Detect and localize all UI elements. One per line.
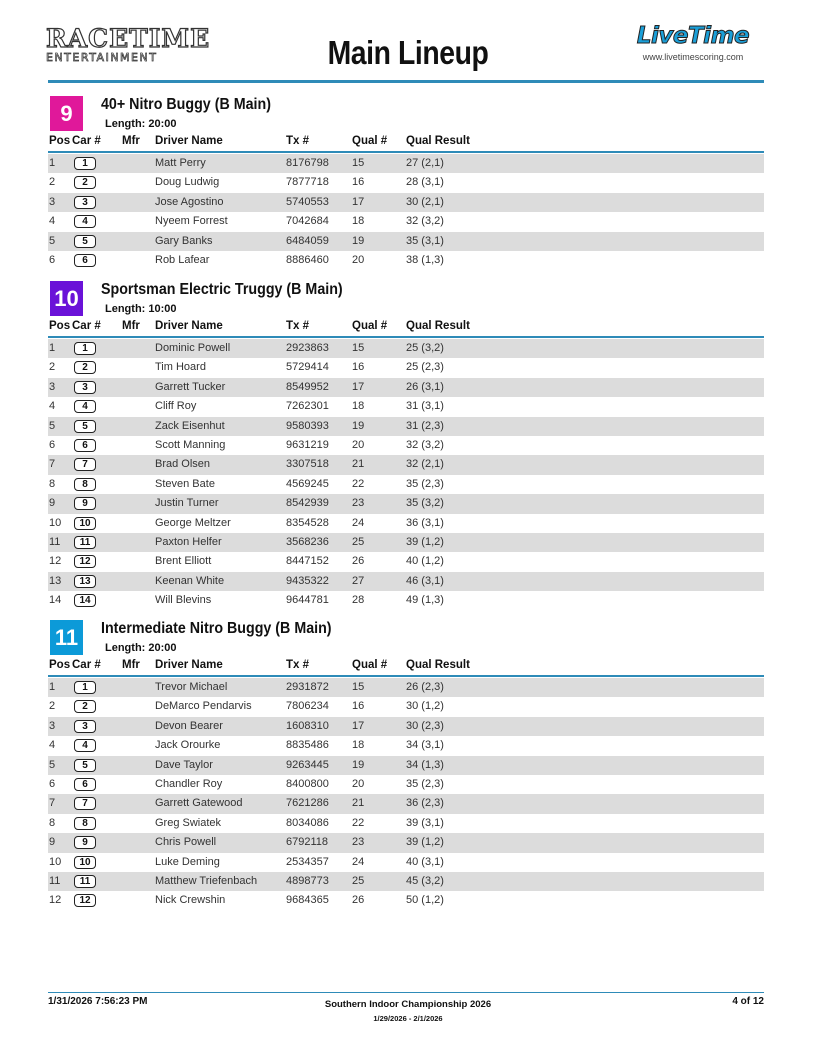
qual-position-cell: 28: [352, 594, 365, 607]
transponder-cell: 8354528: [286, 516, 329, 529]
car-number-badge: 12: [74, 555, 96, 568]
race-length-label: Length:: [105, 303, 146, 315]
race-length-value: 20:00: [148, 642, 177, 654]
column-header: [48, 135, 764, 153]
driver-name-cell: George Meltzer: [155, 516, 231, 529]
pos-cell: 2: [49, 361, 56, 374]
col-qual: Qual #: [352, 135, 388, 147]
pos-cell: 10: [49, 516, 62, 529]
transponder-cell: 9631219: [286, 438, 329, 451]
logo-left-wordmark: RACETIME: [46, 24, 211, 53]
car-number-badge: 3: [74, 196, 96, 209]
car-number-badge: 12: [74, 894, 96, 907]
qual-position-cell: 24: [352, 516, 365, 529]
driver-name-cell: Brad Olsen: [155, 458, 211, 471]
qual-position-cell: 22: [352, 816, 365, 829]
transponder-cell: 9644781: [286, 594, 329, 607]
race-length-value: 10:00: [148, 303, 177, 315]
qual-result-cell: 40 (3,1): [406, 855, 444, 868]
qual-position-cell: 15: [352, 157, 365, 169]
driver-name-cell: Nyeem Forrest: [155, 215, 228, 228]
qual-position-cell: 23: [352, 497, 365, 510]
driver-name-cell: Rob Lafear: [155, 253, 210, 266]
pos-cell: 1: [49, 157, 56, 169]
transponder-cell: 8835486: [286, 739, 329, 752]
transponder-cell: 9580393: [286, 419, 329, 432]
qual-result-cell: 32 (3,2): [406, 438, 444, 451]
qual-position-cell: 21: [352, 797, 365, 810]
col-qual: Qual #: [352, 659, 388, 671]
transponder-cell: 8034086: [286, 816, 329, 829]
qual-position-cell: 19: [352, 758, 365, 771]
table-row: [48, 756, 764, 775]
transponder-cell: 8400800: [286, 777, 329, 790]
table-row: [48, 736, 764, 755]
car-number-badge: 11: [74, 875, 96, 888]
qual-result-cell: 32 (3,2): [406, 215, 444, 228]
qual-result-cell: 40 (1,2): [406, 555, 444, 568]
table-row: [48, 173, 764, 192]
qual-result-cell: 31 (2,3): [406, 419, 444, 432]
qual-position-cell: 20: [352, 253, 365, 266]
pos-cell: 13: [49, 574, 62, 587]
transponder-cell: 7877718: [286, 176, 329, 189]
qual-position-cell: 17: [352, 719, 365, 732]
car-number-badge: 7: [74, 797, 96, 810]
col-pos: Pos: [49, 320, 71, 332]
pos-cell: 6: [49, 253, 56, 266]
driver-name-cell: Gary Banks: [155, 234, 213, 247]
driver-name-cell: Matthew Triefenbach: [155, 874, 258, 887]
table-row: [48, 339, 764, 358]
driver-name-cell: Tim Hoard: [155, 361, 206, 374]
table-row: [48, 417, 764, 436]
logo-left-subtitle: ENTERTAINMENT: [46, 51, 158, 64]
livetime-logo[interactable]: [622, 22, 764, 62]
pos-cell: 7: [49, 458, 56, 471]
driver-name-cell: Matt Perry: [155, 157, 206, 169]
table-row: [48, 193, 764, 212]
driver-name-cell: Garrett Gatewood: [155, 797, 243, 810]
driver-name-cell: Chris Powell: [155, 836, 217, 849]
driver-name-cell: Chandler Roy: [155, 777, 223, 790]
col-mfr: Mfr: [122, 135, 140, 147]
pos-cell: 8: [49, 477, 56, 490]
table-row: [48, 232, 764, 251]
pos-cell: 3: [49, 195, 56, 208]
livetime-url[interactable]: www.livetimescoring.com: [642, 52, 744, 62]
qual-result-cell: 35 (2,3): [406, 477, 444, 490]
transponder-cell: 9684365: [286, 894, 329, 907]
car-number-badge: 1: [74, 157, 96, 170]
car-number-badge: 6: [74, 778, 96, 791]
pos-cell: 6: [49, 777, 56, 790]
car-number-badge: 14: [74, 594, 96, 607]
event-info: [0, 999, 816, 1023]
qual-result-cell: 26 (2,3): [406, 681, 444, 693]
col-tx: Tx #: [286, 135, 310, 147]
qual-result-cell: 38 (1,3): [406, 253, 444, 266]
table-row: [48, 397, 764, 416]
car-number-badge: 4: [74, 739, 96, 752]
table-row: [48, 455, 764, 474]
qual-result-cell: 45 (3,2): [406, 874, 444, 887]
pos-cell: 5: [49, 419, 56, 432]
car-number-badge: 11: [74, 536, 96, 549]
pos-cell: 5: [49, 758, 56, 771]
qual-result-cell: 34 (1,3): [406, 758, 444, 771]
qual-result-cell: 27 (2,1): [406, 157, 444, 169]
qual-position-cell: 16: [352, 176, 365, 189]
qual-result-cell: 35 (3,2): [406, 497, 444, 510]
car-number-badge: 10: [74, 517, 96, 530]
qual-position-cell: 26: [352, 894, 365, 907]
table-row: [48, 475, 764, 494]
driver-name-cell: Will Blevins: [155, 594, 212, 607]
transponder-cell: 8542939: [286, 497, 329, 510]
pos-cell: 1: [49, 681, 56, 693]
transponder-cell: 3568236: [286, 535, 329, 548]
race-title: 40+ Nitro Buggy (B Main): [101, 96, 271, 113]
qual-position-cell: 18: [352, 739, 365, 752]
qual-position-cell: 15: [352, 681, 365, 693]
car-number-badge: 3: [74, 381, 96, 394]
qual-position-cell: 17: [352, 195, 365, 208]
car-number-badge: 4: [74, 400, 96, 413]
event-name: Southern Indoor Championship 2026: [324, 999, 492, 1010]
col-driver: Driver Name: [155, 659, 223, 671]
driver-name-cell: Zack Eisenhut: [155, 419, 225, 432]
qual-result-cell: 30 (2,1): [406, 195, 444, 208]
pos-cell: 4: [49, 400, 56, 413]
table-row: [48, 572, 764, 591]
car-number-badge: 13: [74, 575, 96, 588]
qual-result-cell: 25 (2,3): [406, 361, 444, 374]
car-number-badge: 4: [74, 215, 96, 228]
transponder-cell: 7262301: [286, 400, 329, 413]
car-number-badge: 9: [74, 836, 96, 849]
qual-result-cell: 35 (2,3): [406, 777, 444, 790]
col-pos: Pos: [49, 135, 71, 147]
col-result: Qual Result: [406, 659, 470, 671]
table-row: [48, 775, 764, 794]
transponder-cell: 8886460: [286, 253, 329, 266]
driver-name-cell: Jack Orourke: [155, 739, 221, 752]
pos-cell: 7: [49, 797, 56, 810]
driver-name-cell: Dominic Powell: [155, 342, 231, 354]
qual-result-cell: 49 (1,3): [406, 594, 444, 607]
table-row: [48, 358, 764, 377]
col-result: Qual Result: [406, 135, 470, 147]
col-tx: Tx #: [286, 659, 310, 671]
header-divider: [48, 80, 764, 83]
column-header: [48, 659, 764, 677]
col-car: Car #: [72, 320, 101, 332]
table-row: [48, 514, 764, 533]
transponder-cell: 6484059: [286, 234, 329, 247]
car-number-badge: 2: [74, 700, 96, 713]
driver-name-cell: Cliff Roy: [155, 400, 197, 413]
table-row: [48, 154, 764, 173]
qual-result-cell: 50 (1,2): [406, 894, 444, 907]
lineup-rows: [48, 154, 764, 270]
driver-name-cell: Doug Ludwig: [155, 176, 220, 189]
car-number-badge: 6: [74, 439, 96, 452]
col-pos: Pos: [49, 659, 71, 671]
qual-position-cell: 15: [352, 342, 365, 354]
transponder-cell: 8447152: [286, 555, 329, 568]
car-number-badge: 5: [74, 759, 96, 772]
car-number-badge: 9: [74, 497, 96, 510]
transponder-cell: 9435322: [286, 574, 329, 587]
qual-position-cell: 20: [352, 777, 365, 790]
pos-cell: 4: [49, 739, 56, 752]
driver-name-cell: Dave Taylor: [155, 758, 213, 771]
transponder-cell: 2931872: [286, 681, 329, 693]
table-row: [48, 533, 764, 552]
page-title: Main Lineup: [327, 34, 489, 71]
pos-cell: 10: [49, 855, 62, 868]
race-length-label: Length:: [105, 642, 146, 654]
table-row: [48, 436, 764, 455]
transponder-cell: 3307518: [286, 458, 329, 471]
qual-result-cell: 30 (1,2): [406, 700, 444, 713]
transponder-cell: 5740553: [286, 195, 329, 208]
table-row: [48, 591, 764, 610]
driver-name-cell: Justin Turner: [155, 497, 219, 510]
col-mfr: Mfr: [122, 659, 140, 671]
col-mfr: Mfr: [122, 320, 140, 332]
transponder-cell: 8549952: [286, 380, 329, 393]
race-length-label: Length:: [105, 118, 146, 130]
qual-position-cell: 17: [352, 380, 365, 393]
lineup-rows: [48, 678, 764, 911]
pos-cell: 9: [49, 836, 56, 849]
transponder-cell: 2923863: [286, 342, 329, 354]
pos-cell: 1: [49, 342, 56, 354]
table-row: [48, 891, 764, 910]
pos-cell: 8: [49, 816, 56, 829]
qual-position-cell: 18: [352, 215, 365, 228]
qual-result-cell: 34 (3,1): [406, 739, 444, 752]
table-row: [48, 717, 764, 736]
pos-cell: 11: [49, 535, 61, 548]
pos-cell: 3: [49, 380, 56, 393]
livetime-wordmark: LiveTime: [636, 23, 750, 49]
transponder-cell: 2534357: [286, 855, 329, 868]
car-number-badge: 7: [74, 458, 96, 471]
transponder-cell: 9263445: [286, 758, 329, 771]
race-title: Sportsman Electric Truggy (B Main): [101, 281, 343, 298]
race-title: Intermediate Nitro Buggy (B Main): [101, 620, 332, 637]
qual-result-cell: 25 (3,2): [406, 342, 444, 354]
col-car: Car #: [72, 659, 101, 671]
transponder-cell: 7806234: [286, 700, 329, 713]
pos-cell: 11: [49, 874, 61, 887]
table-row: [48, 678, 764, 697]
transponder-cell: 7621286: [286, 797, 329, 810]
qual-result-cell: 30 (2,3): [406, 719, 444, 732]
driver-name-cell: Greg Swiatek: [155, 816, 222, 829]
pos-cell: 9: [49, 497, 56, 510]
qual-result-cell: 46 (3,1): [406, 574, 444, 587]
qual-position-cell: 25: [352, 874, 365, 887]
driver-name-cell: Devon Bearer: [155, 719, 223, 732]
race-number-badge: 10: [50, 281, 83, 316]
car-number-badge: 5: [74, 420, 96, 433]
event-dates: 1/29/2026 - 2/1/2026: [373, 1014, 443, 1023]
qual-position-cell: 19: [352, 419, 365, 432]
qual-position-cell: 26: [352, 555, 365, 568]
footer-divider: [48, 992, 764, 993]
table-row: [48, 872, 764, 891]
race-number-badge: 9: [50, 96, 83, 131]
qual-position-cell: 21: [352, 458, 365, 471]
table-row: [48, 833, 764, 852]
driver-name-cell: Paxton Helfer: [155, 535, 222, 548]
race-length: [105, 303, 177, 315]
qual-result-cell: 32 (2,1): [406, 458, 444, 471]
qual-position-cell: 20: [352, 438, 365, 451]
pos-cell: 2: [49, 700, 56, 713]
car-number-badge: 8: [74, 478, 96, 491]
car-number-badge: 8: [74, 817, 96, 830]
lineup-rows: [48, 339, 764, 610]
car-number-badge: 2: [74, 176, 96, 189]
qual-result-cell: 35 (3,1): [406, 234, 444, 247]
qual-result-cell: 31 (3,1): [406, 400, 444, 413]
table-row: [48, 697, 764, 716]
qual-result-cell: 28 (3,1): [406, 176, 444, 189]
transponder-cell: 1608310: [286, 719, 329, 732]
qual-position-cell: 19: [352, 234, 365, 247]
driver-name-cell: Garrett Tucker: [155, 380, 226, 393]
pos-cell: 5: [49, 234, 56, 247]
transponder-cell: 6792118: [286, 836, 329, 849]
pos-cell: 14: [49, 594, 62, 607]
col-car: Car #: [72, 135, 101, 147]
page-number: 4 of 12: [732, 996, 764, 1007]
table-row: [48, 251, 764, 270]
driver-name-cell: Trevor Michael: [155, 681, 228, 693]
driver-name-cell: Luke Deming: [155, 855, 220, 868]
table-row: [48, 212, 764, 231]
table-row: [48, 378, 764, 397]
transponder-cell: 4569245: [286, 477, 329, 490]
pos-cell: 4: [49, 215, 56, 228]
transponder-cell: 8176798: [286, 157, 329, 169]
qual-position-cell: 18: [352, 400, 365, 413]
printed-timestamp: 1/31/2026 7:56:23 PM: [48, 996, 148, 1007]
driver-name-cell: Scott Manning: [155, 438, 226, 451]
race-length: [105, 118, 177, 130]
transponder-cell: 7042684: [286, 215, 329, 228]
driver-name-cell: Brent Elliott: [155, 555, 212, 568]
qual-result-cell: 39 (1,2): [406, 535, 444, 548]
col-result: Qual Result: [406, 320, 470, 332]
col-qual: Qual #: [352, 320, 388, 332]
qual-result-cell: 39 (3,1): [406, 816, 444, 829]
car-number-badge: 10: [74, 856, 96, 869]
transponder-cell: 5729414: [286, 361, 329, 374]
qual-result-cell: 36 (2,3): [406, 797, 444, 810]
col-driver: Driver Name: [155, 135, 223, 147]
driver-name-cell: DeMarco Pendarvis: [155, 700, 252, 713]
car-number-badge: 1: [74, 681, 96, 694]
car-number-badge: 6: [74, 254, 96, 267]
qual-position-cell: 16: [352, 361, 365, 374]
qual-result-cell: 26 (3,1): [406, 380, 444, 393]
pos-cell: 2: [49, 176, 56, 189]
qual-result-cell: 39 (1,2): [406, 836, 444, 849]
table-row: [48, 494, 764, 513]
transponder-cell: 4898773: [286, 874, 329, 887]
pos-cell: 3: [49, 719, 56, 732]
race-length-value: 20:00: [148, 118, 177, 130]
qual-position-cell: 16: [352, 700, 365, 713]
driver-name-cell: Keenan White: [155, 574, 225, 587]
pos-cell: 6: [49, 438, 56, 451]
qual-position-cell: 23: [352, 836, 365, 849]
qual-position-cell: 24: [352, 855, 365, 868]
race-length: [105, 642, 177, 654]
car-number-badge: 1: [74, 342, 96, 355]
pos-cell: 12: [49, 555, 62, 568]
car-number-badge: 2: [74, 361, 96, 374]
col-tx: Tx #: [286, 320, 310, 332]
car-number-badge: 3: [74, 720, 96, 733]
table-row: [48, 853, 764, 872]
pos-cell: 12: [49, 894, 62, 907]
table-row: [48, 552, 764, 571]
car-number-badge: 5: [74, 235, 96, 248]
driver-name-cell: Jose Agostino: [155, 195, 224, 208]
col-driver: Driver Name: [155, 320, 223, 332]
qual-result-cell: 36 (3,1): [406, 516, 444, 529]
driver-name-cell: Steven Bate: [155, 477, 215, 490]
qual-position-cell: 22: [352, 477, 365, 490]
race-number-badge: 11: [50, 620, 83, 655]
qual-position-cell: 25: [352, 535, 365, 548]
table-row: [48, 794, 764, 813]
table-row: [48, 814, 764, 833]
qual-position-cell: 27: [352, 574, 365, 587]
driver-name-cell: Nick Crewshin: [155, 894, 226, 907]
column-header: [48, 320, 764, 338]
